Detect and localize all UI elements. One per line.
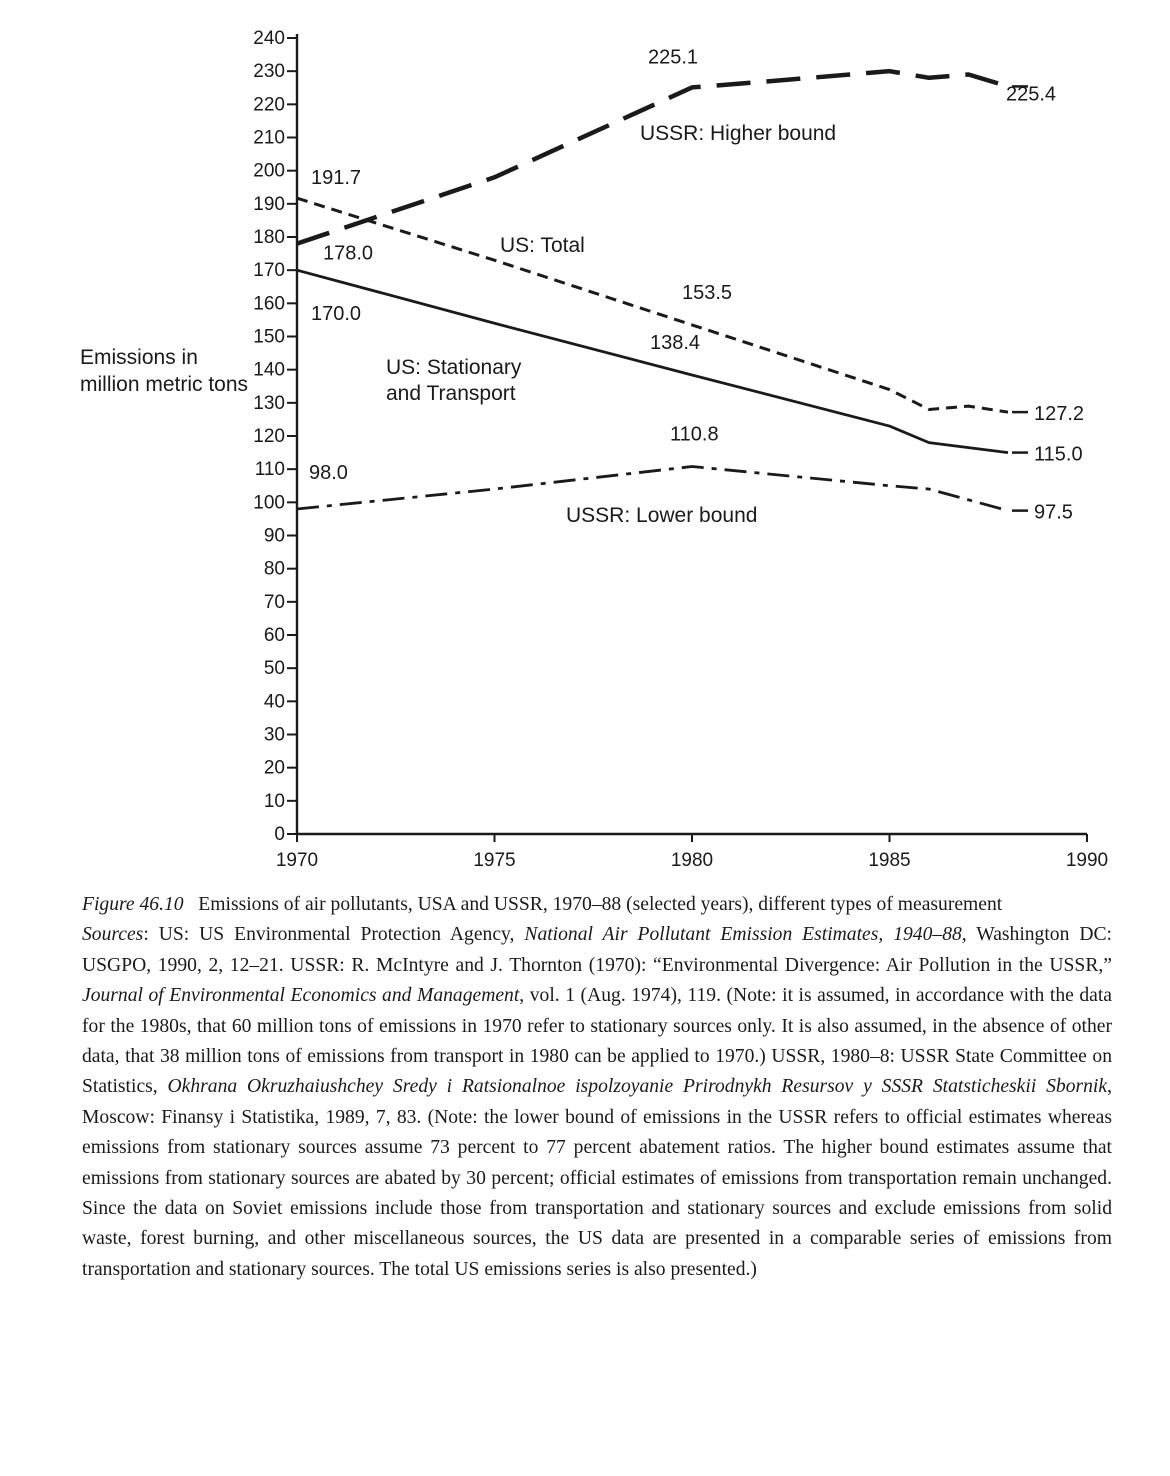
data-label: 191.7 <box>311 167 362 190</box>
data-label: 178.0 <box>323 242 374 265</box>
sources-italic-3: Okhrana Okruzhaiushchey Sredy i Ratsionalnoe ispolzoyanie Prirodnykh Resursov y SSSR Statsticheskii Sbornik <box>167 1076 1108 1098</box>
y-tick-label: 210 <box>253 127 285 149</box>
figure-number: Figure 46.10 <box>82 894 184 915</box>
y-tick-label: 50 <box>263 658 285 680</box>
series-labels <box>386 122 836 527</box>
y-axis-label <box>80 346 248 396</box>
y-axis-title-line: million metric tons <box>80 373 249 396</box>
series-label <box>500 234 585 257</box>
y-tick-label: 0 <box>274 824 285 845</box>
series-label <box>640 122 836 145</box>
y-tick-label: 150 <box>253 326 285 348</box>
caption-title-paragraph <box>82 890 1112 920</box>
series-line-ussr-higher-bound <box>297 71 1008 243</box>
figure-title: Emissions of air pollutants, USA and USSR, 1970–88 (selected years), different types of measurement <box>198 894 1003 915</box>
series-label-line: and Transport <box>386 382 516 405</box>
caption-sources-paragraph <box>82 920 1112 1285</box>
y-tick-label: 70 <box>263 591 285 613</box>
y-tick-label: 170 <box>253 260 285 282</box>
series-line-us-total <box>297 198 1008 412</box>
data-label: 153.5 <box>682 281 733 304</box>
y-tick-label: 10 <box>263 790 285 812</box>
data-label: 110.8 <box>670 423 719 446</box>
y-tick-label: 60 <box>263 625 285 646</box>
x-tick-label: 1970 <box>275 850 319 871</box>
series-label-line: US: Stationary <box>386 356 522 379</box>
x-tick-label: 1990 <box>1065 850 1109 871</box>
y-tick-label: 220 <box>253 94 285 116</box>
sources-italic-1: National Air Pollutant Emission Estimates, 1940–88 <box>524 924 962 946</box>
x-tick-label: 1985 <box>868 850 911 871</box>
sources-text-1: : US: US Environmental Protection Agency, <box>143 924 525 946</box>
data-label: 115.0 <box>1034 443 1083 466</box>
y-tick-label: 230 <box>253 61 285 83</box>
sources-italic-2: Journal of Environmental Economics and Management <box>82 985 520 1007</box>
series-label-line: US: Total <box>500 234 585 257</box>
data-label: 98.0 <box>309 461 348 484</box>
y-axis-title <box>80 346 248 396</box>
y-tick-label: 180 <box>253 227 285 248</box>
y-tick-label: 240 <box>253 28 285 49</box>
series-label-line: USSR: Lower bound <box>566 504 758 527</box>
point-labels <box>309 46 1084 523</box>
y-axis-title-line: Emissions in <box>80 346 198 369</box>
sources-text-3: , vol. 1 (Aug. 1974), 119. (Note: it is assumed, in accordance with the data for the 1980s, that 60 million tons of emissions in 1970 refer to stationary sources only. It is also assumed, in the absence of other data, that 38 million tons of emissions from transport in 1980 can be applied to 1970.) USSR, 1980–8: USSR State Committee on Statistics, <box>82 985 1112 1098</box>
x-tick-label: 1975 <box>473 850 516 871</box>
y-tick-label: 100 <box>253 492 285 514</box>
y-tick-label: 20 <box>263 757 285 779</box>
sources-text-4: , Moscow: Finansy i Statistika, 1989, 7, 83. (Note: the lower bound of emissions in the USSR refers to official estimates whereas emissions from stationary sources assume 73 percent to 77 percent abatement ratios. The higher bound estimates assume that emissions from stationary sources are abated by 30 percent; official estimates of emissions from transportation remain unchanged. Since the data on Soviet emissions include those from transportation and stationary sources and exclude emissions from solid waste, forest burning, and other miscellaneous sources, the US data are presented in a comparable series of emissions from transportation and stationary sources. The total US emissions series is also presented.) <box>82 1076 1112 1280</box>
y-tick-label: 190 <box>253 193 285 215</box>
figure-caption <box>82 890 1112 1285</box>
y-tick-label: 200 <box>253 160 285 182</box>
data-label: 138.4 <box>650 331 701 354</box>
sources-label: Sources <box>82 924 144 946</box>
y-tick-label: 130 <box>253 392 285 414</box>
data-label: 225.1 <box>648 46 699 69</box>
y-tick-label: 40 <box>263 691 285 713</box>
series-label <box>566 504 757 527</box>
data-label: 127.2 <box>1034 403 1085 426</box>
y-tick-label: 160 <box>253 293 285 315</box>
data-label: 97.5 <box>1034 501 1073 524</box>
data-label: 225.4 <box>1006 83 1057 106</box>
x-tick-label: 1980 <box>670 850 714 871</box>
series-label-line: USSR: Higher bound <box>640 122 837 145</box>
y-tick-label: 90 <box>263 525 285 547</box>
sources-text-2: , Washington DC: USGPO, 1990, 2, 12–21. USSR: R. McIntyre and J. Thornton (1970): “Environmental Divergence: Air Pollution in the USSR,” <box>82 924 1112 976</box>
y-tick-label: 30 <box>263 724 285 746</box>
y-axis-ticks <box>253 28 297 845</box>
data-label: 170.0 <box>311 303 362 326</box>
series-label <box>386 356 522 405</box>
y-tick-label: 140 <box>253 359 285 381</box>
y-tick-label: 110 <box>254 459 285 481</box>
x-axis-ticks <box>276 834 1108 871</box>
y-tick-label: 80 <box>263 558 285 580</box>
y-tick-label: 120 <box>253 426 285 447</box>
